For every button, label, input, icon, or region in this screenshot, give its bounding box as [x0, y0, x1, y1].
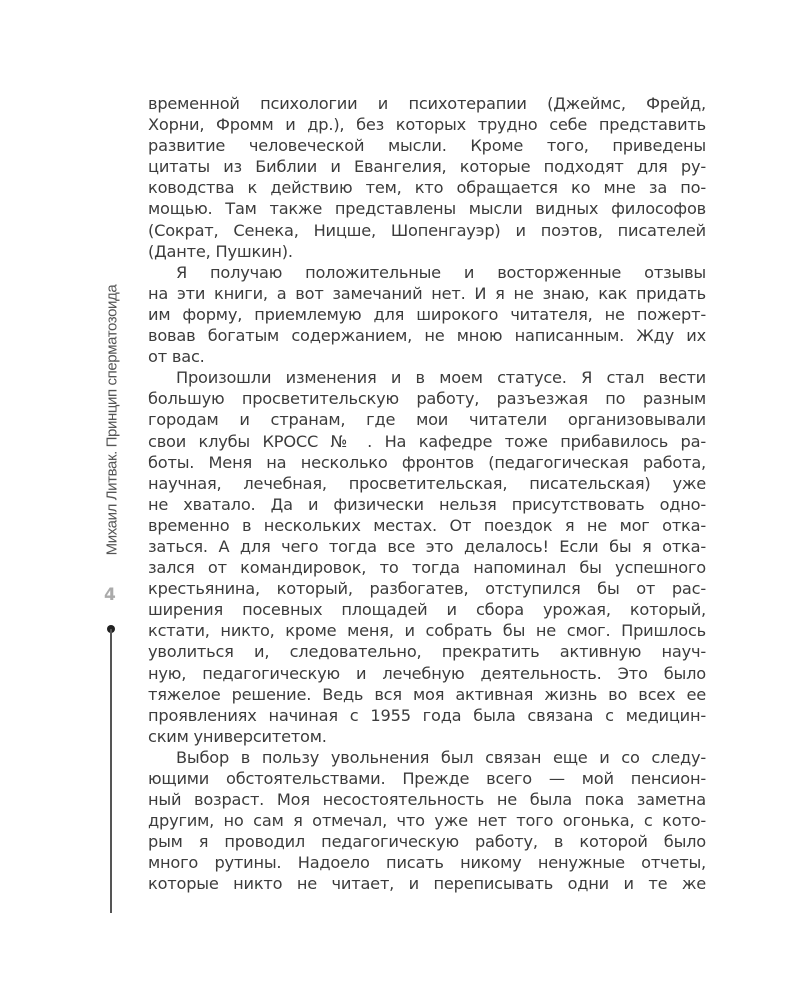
margin-rule [110, 629, 112, 913]
paragraph [148, 367, 706, 747]
text-line: научная, лечебная, просветительская, писательская) уже [148, 473, 706, 493]
text-line: кстати, никто, кроме меня, и собрать бы не смог. Пришлось [148, 621, 706, 641]
text-line: Произошли изменения и в моем статусе. Я стал вести [176, 368, 706, 388]
text-line: уволиться и, следовательно, прекратить активную науч- [148, 642, 706, 662]
text-line: зался от командировок, то тогда напоминал бы успешного [148, 558, 706, 578]
text-line: Хорни, Фромм и др.), без которых трудно себе представить [148, 115, 706, 135]
text-line: на эти книги, а вот замечаний нет. И я не знаю, как придать [148, 283, 706, 303]
text-line: другим, но сам я отмечал, что уже нет того огонька, с кото- [148, 811, 706, 831]
text-line: цитаты из Библии и Евангелия, которые подходят для ру- [148, 157, 706, 177]
text-line: Я получаю положительные и восторженные отзывы [176, 262, 706, 282]
text-line: ководства к действию тем, кто обращается ко мне за по- [148, 178, 706, 198]
text-line: временно в нескольких местах. От поездок я не мог отка- [148, 515, 706, 535]
body-text [148, 93, 706, 895]
paragraph [148, 93, 706, 262]
paragraph [148, 747, 706, 895]
text-line: которые никто не читает, и переписывать одни и те же [148, 874, 706, 894]
text-line: ским университетом. [148, 726, 327, 746]
text-line: временной психологии и психотерапии (Джеймс, Фрейд, [148, 94, 706, 113]
text-line: Выбор в пользу увольнения был связан еще и со следу- [176, 747, 706, 767]
paragraph [148, 262, 706, 367]
text-line: городам и странам, где мои читатели организовывали [148, 410, 706, 430]
text-line: мощью. Там также представлены мысли видных философов [148, 199, 706, 219]
text-line: проявлениях начиная с 1955 года была связана с медицин- [148, 705, 706, 725]
text-line: большую просветительскую работу, разъезжая по разным [148, 389, 706, 409]
text-line: рым я проводил педагогическую работу, в которой было [148, 832, 706, 852]
text-line: от вас. [148, 347, 205, 367]
text-line: свои клубы КРОСС № . На кафедре тоже прибавилось ра- [148, 431, 706, 451]
text-line: развитие человеческой мысли. Кроме того, приведены [148, 136, 706, 156]
text-line: ширения посевных площадей и сбора урожая, который, [148, 600, 706, 620]
text-line: ную, педагогическую и лечебную деятельность. Это было [148, 663, 706, 683]
text-line: не хватало. Да и физически нельзя присутствовать одно- [148, 494, 706, 514]
running-header: Михаил Литвак. Принцип сперматозоида [103, 284, 121, 556]
text-line: (Сократ, Сенека, Ницше, Шопенгауэр) и поэтов, писателей [148, 220, 706, 240]
text-line: много рутины. Надоело писать никому ненужные отчеты, [148, 853, 706, 873]
text-line: ный возраст. Моя несостоятельность не была пока заметна [148, 790, 706, 810]
text-line: им форму, приемлемую для широкого читателя, не пожерт- [148, 304, 706, 324]
text-line: тяжелое решение. Ведь вся моя активная жизнь во всех ее [148, 684, 706, 704]
text-line: боты. Меня на несколько фронтов (педагогическая работа, [148, 452, 706, 472]
text-line: ющими обстоятельствами. Прежде всего — мой пенсион- [148, 769, 706, 788]
text-line: (Данте, Пушкин). [148, 241, 293, 261]
page-number: 4 [104, 585, 116, 605]
text-line: заться. А для чего тогда все это делалось! Если бы я отка- [148, 536, 706, 556]
text-line: вовав богатым содержанием, не мною написанным. Жду их [148, 326, 706, 346]
text-line: крестьянина, который, разбогатев, отступился бы от рас- [148, 579, 706, 599]
